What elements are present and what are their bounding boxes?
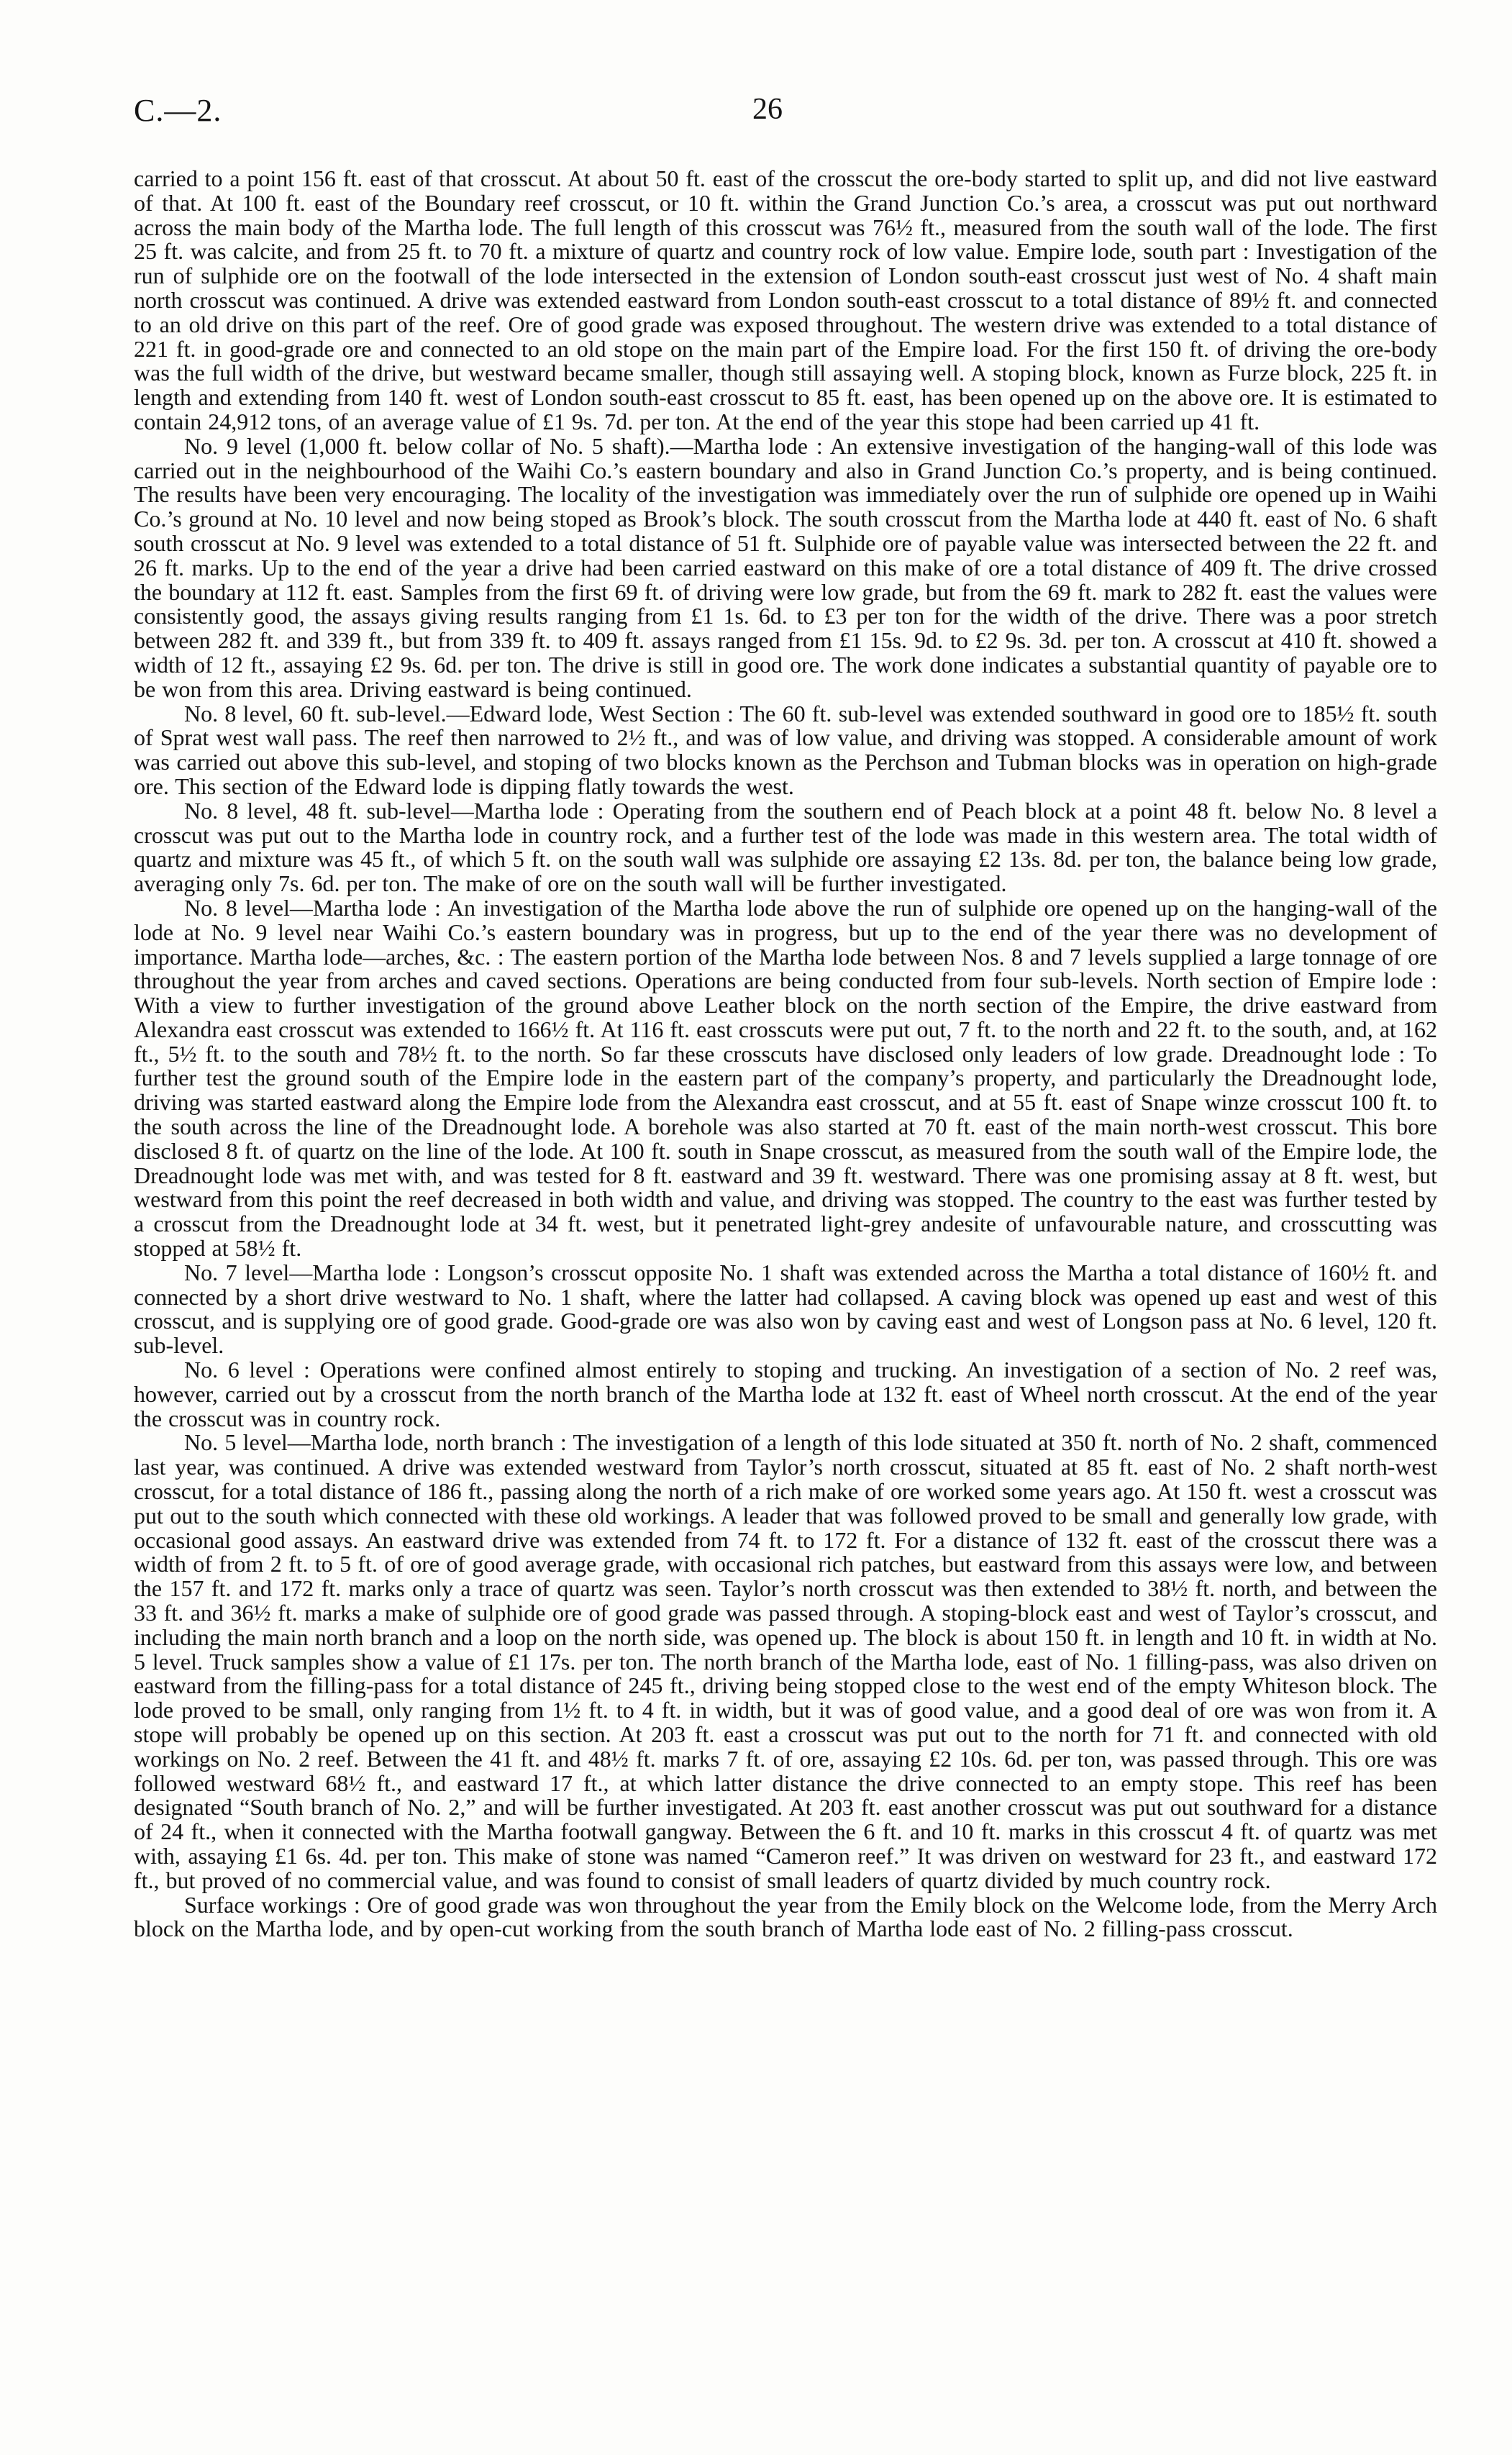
paragraph-no7-level: No. 7 level—Martha lode : Longson’s crosscut opposite No. 1 shaft was extended across the Martha a total distance of 160½ ft. and connected by a short drive westward to No. 1 shaft, where the latter had collapsed. A caving block was opened up east and west of this crosscut, and is supplying ore of good grade. Good-grade ore was also won by caving east and west of Longson pass at No. 6 level, 120 ft. sub-level. — [134, 1259, 1437, 1359]
page-header — [134, 92, 1437, 135]
paragraph-no8-level-60ft-sublevel: No. 8 level, 60 ft. sub-level.—Edward lode, West Section : The 60 ft. sub-level was extended southward in good ore to 185½ ft. south of Sprat west wall pass. The reef then narrowed to 2½ ft., and was of low value, and driving was stopped. A considerable amount of work was carried out above this sub-level, and stoping of two blocks known as the Perchson and Tubman blocks was in operation on high-grade ore. This section of the Edward lode is dipping flatly towards the west. — [134, 700, 1437, 799]
paragraph-no8-level-48ft-sublevel: No. 8 level, 48 ft. sub-level—Martha lode : Operating from the southern end of Peach block at a point 48 ft. below No. 8 level a crosscut was put out to the Martha lode in country rock, and a further test of the lode was made in this western area. The total width of quartz and mixture was 45 ft., of which 5 ft. on the south wall was sulphide ore assaying £2 13s. 8d. per ton, the balance being low grade, averaging only 7s. 6d. per ton. The make of ore on the south wall will be further investigated. — [134, 797, 1437, 897]
paragraph-surface-workings: Surface workings : Ore of good grade was won throughout the year from the Emily block on the Welcome lode, from the Merry Arch block on the Martha lode, and by open-cut working from the south branch of Martha lode east of No. 2 filling-pass crosscut. — [134, 1891, 1437, 1942]
paragraph-no6-level: No. 6 level : Operations were confined almost entirely to stoping and trucking. An investigation of a section of No. 2 reef was, however, carried out by a crosscut from the north branch of the Martha lode at 132 ft. east of Wheel north crosscut. At the end of the year the crosscut was in country rock. — [134, 1357, 1437, 1431]
paragraph-no8-level-martha-lode: No. 8 level—Martha lode : An investigation of the Martha lode above the run of sulphide ore opened up on the hanging-wall of the lode at No. 9 level near Waihi Co.’s eastern boundary was in progress, but up to the end of the year there was no development of importance. Martha lode—arches, &c. : The eastern portion of the Martha lode between Nos. 8 and 7 levels supplied a large tonnage of ore throughout the year from arches and caved sections. Operations are being conducted from four sub-levels. North section of Empire lode : With a view to further investigation of the ground above Leather block on the north section of the Empire, the drive eastward from Alexandra east crosscut was extended to 166½ ft. At 116 ft. east crosscuts were put out, 7 ft. to the north and 22 ft. to the south, and, at 162 ft., 5½ ft. to the south and 78½ ft. to the north. So far these crosscuts have disclosed only leaders of low grade. Dreadnought lode : To further test the ground south of the Empire lode in the eastern part of the company’s property, and particularly the Dreadnought lode, driving was started eastward along the Empire lode from the Alexandra east crosscut, and at 55 ft. east of Snape winze crosscut 100 ft. to the south across the line of the Dreadnought lode. A borehole was also started at 70 ft. east of the main north-west crosscut. This bore disclosed 8 ft. of quartz on the line of the lode. At 100 ft. south in Snape crosscut, as measured from the south wall of the Empire lode, the Dreadnought lode was met with, and was tested for 8 ft. eastward and 39 ft. westward. There was one promising assay at 8 ft. west, but westward from this point the reef decreased in both width and value, and driving was stopped. The country to the east was further tested by a crosscut from the Dreadnought lode at 34 ft. west, but it penetrated light-grey andesite of unfavourable nature, and crosscutting was stopped at 58½ ft. — [134, 894, 1437, 1262]
body-text — [134, 167, 1437, 1941]
paragraph-continuation: carried to a point 156 ft. east of that crosscut. At about 50 ft. east of the crosscut the ore-body started to split up, and did not live eastward of that. At 100 ft. east of the Boundary reef crosscut, or 10 ft. within the Grand Junction Co.’s area, a crosscut was put out northward across the main body of the Martha lode. The full length of this crosscut was 76½ ft., measured from the south wall of the lode. The first 25 ft. was calcite, and from 25 ft. to 70 ft. a mixture of quartz and country rock of low value. Empire lode, south part : Investigation of the run of sulphide ore on the footwall of the lode intersected in the extension of London south-east crosscut just west of No. 4 shaft main north crosscut was continued. A drive was extended eastward from London south-east crosscut to a total distance of 89½ ft. and connected to an old drive on this part of the reef. Ore of good grade was exposed throughout. The western drive was extended to a total distance of 221 ft. in good-grade ore and connected to an old stope on the main part of the Empire load. For the first 150 ft. of driving the ore-body was the full width of the drive, but westward became smaller, though still assaying well. A stoping block, known as Furze block, 225 ft. in length and extending from 140 ft. west of London south-east crosscut to 85 ft. east, has been opened up on the above ore. It is estimated to contain 24,912 tons, of an average value of £1 9s. 7d. per ton. At the end of the year this stope had been carried up 41 ft. — [134, 165, 1437, 434]
paragraph-no9-level: No. 9 level (1,000 ft. below collar of No. 5 shaft).—Martha lode : An extensive investigation of the hanging-wall of this lode was carried out in the neighbourhood of the Waihi Co.’s eastern boundary and also in Grand Junction Co.’s property, and is being continued. The results have been very encouraging. The locality of the investigation was immediately over the run of sulphide ore opened up in Waihi Co.’s ground at No. 10 level and now being stoped as Brook’s block. The south crosscut from the Martha lode at 440 ft. east of No. 6 shaft south crosscut at No. 9 level was extended to a total distance of 51 ft. Sulphide ore of payable value was intersected between the 22 ft. and 26 ft. marks. Up to the end of the year a drive had been carried eastward on this make of ore a total distance of 409 ft. The drive crossed the boundary at 112 ft. east. Samples from the first 69 ft. of driving were low grade, but from the 69 ft. mark to 282 ft. east the values were consistently good, the assays giving results ranging from £1 1s. 6d. to £3 per ton for the width of the drive. There was a poor stretch between 282 ft. and 339 ft., but from 339 ft. to 409 ft. assays ranged from £1 15s. 9d. to £2 9s. 3d. per ton. A crosscut at 410 ft. showed a width of 12 ft., assaying £2 9s. 6d. per ton. The drive is still in good ore. The work done indicates a substantial quantity of payable ore to be won from this area. Driving eastward is being continued. — [134, 432, 1437, 702]
document-reference: C.—2. — [134, 93, 222, 128]
paragraph-no5-level: No. 5 level—Martha lode, north branch : The investigation of a length of this lode situated at 350 ft. north of No. 2 shaft, commenced last year, was continued. A drive was extended westward from Taylor’s north crosscut, situated at 85 ft. east of No. 2 shaft north-west crosscut, for a total distance of 186 ft., passing along the north of a rich make of ore worked some years ago. At 150 ft. west a crosscut was put out to the south which connected with these old workings. A leader that was followed proved to be small and generally low grade, with occasional good assays. An eastward drive was extended from 74 ft. to 172 ft. For a distance of 132 ft. east of the crosscut there was a width of from 2 ft. to 5 ft. of ore of good average grade, with occasional rich patches, but eastward from this assays were low, and between the 157 ft. and 172 ft. marks only a trace of quartz was seen. Taylor’s north crosscut was then extended to 38½ ft. north, and between the 33 ft. and 36½ ft. marks a make of sulphide ore of good grade was passed through. A stoping-block east and west of Taylor’s crosscut, and including the main north branch and a loop on the north side, was opened up. The block is about 150 ft. in length and 10 ft. in width at No. 5 level. Truck samples show a value of £1 17s. per ton. The north branch of the Martha lode, east of No. 1 filling-pass, was also driven on eastward from the filling-pass for a total distance of 245 ft., driving being stopped close to the west end of the empty Whiteson block. The lode proved to be small, only ranging from 1½ ft. to 4 ft. in width, but it was of good value, and a good deal of ore was won from it. A stope will probably be opened up on this section. At 203 ft. east a crosscut was put out to the north for 71 ft. and connected with old workings on No. 2 reef. Between the 41 ft. and 48½ ft. marks 7 ft. of ore, assaying £2 10s. 6d. per ton, was passed through. This ore was followed westward 68½ ft., and eastward 17 ft., at which latter distance the drive connected to an empty stope. This reef has been designated “South branch of No. 2,” and will be further investigated. At 203 ft. east another crosscut was put out southward for a distance of 24 ft., when it connected with the Martha footwall gangway. Between the 6 ft. and 10 ft. marks in this crosscut 4 ft. of quartz was met with, assaying £1 6s. 4d. per ton. This make of stone was named “Cameron reef.” It was driven on westward for 23 ft., and eastward 172 ft., but proved of no commercial value, and was found to consist of small leaders of quartz divided by much country rock. — [134, 1429, 1437, 1893]
page-number: 26 — [752, 93, 783, 126]
